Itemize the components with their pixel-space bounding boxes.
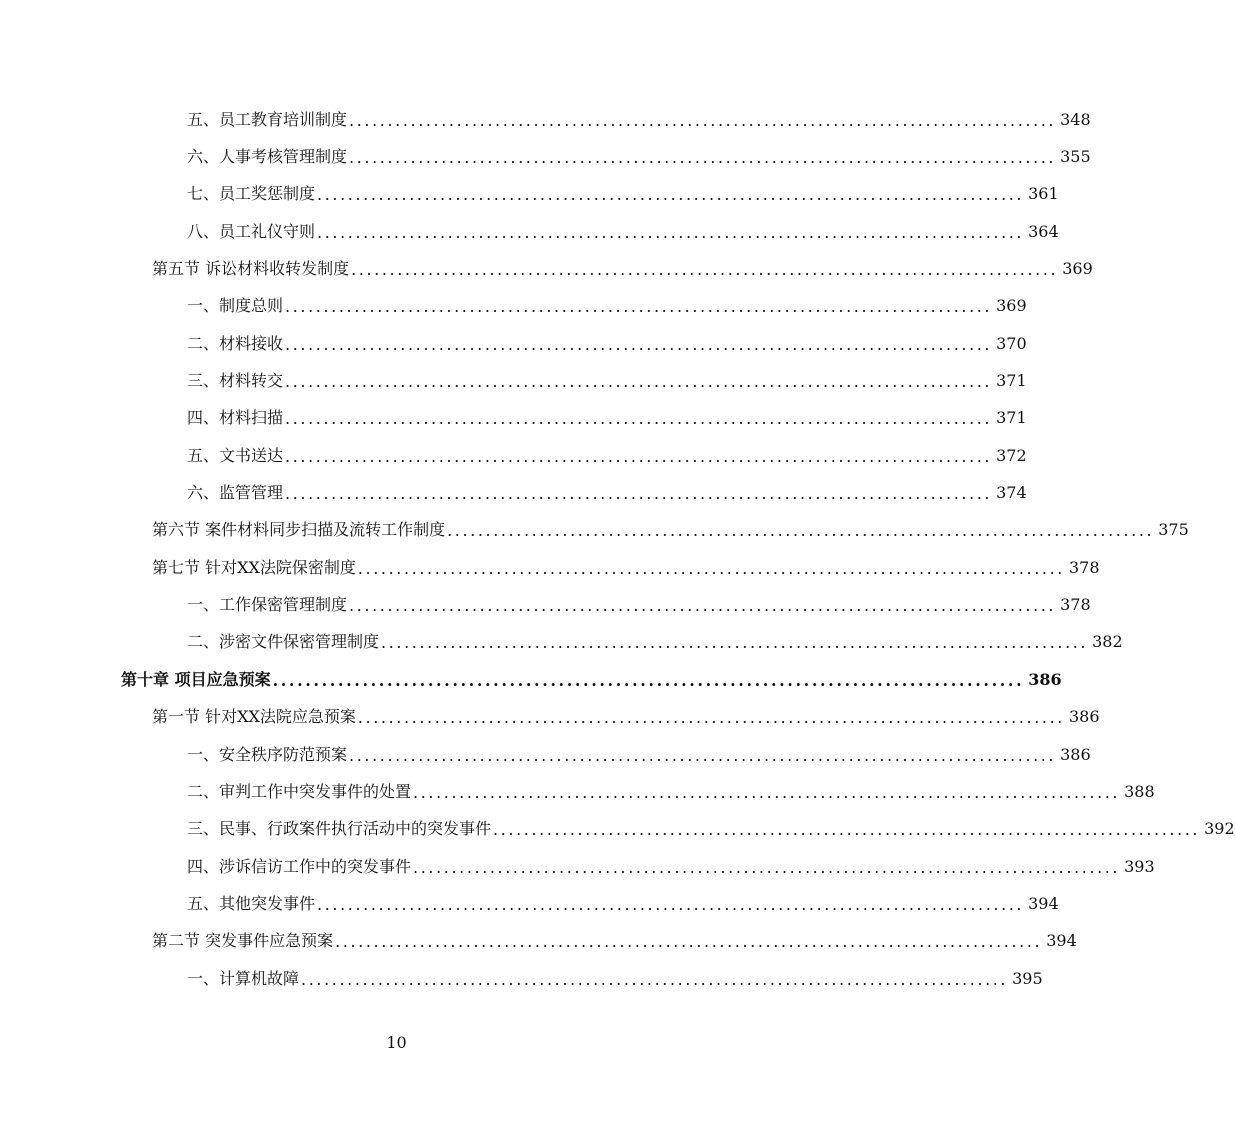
toc-entry-title: 六、监管管理	[187, 483, 284, 503]
toc-entry[interactable]	[0, 960, 1043, 997]
toc-entry-title: 五、其他突发事件	[187, 893, 316, 913]
toc-dot-leader: ............................................................................................	[413, 782, 1121, 802]
toc-dot-leader: ............................................................................................	[285, 372, 993, 392]
toc-entry-page: 361	[1028, 184, 1059, 204]
toc-dot-leader: ............................................................................................	[285, 297, 993, 317]
toc-entry-page: 370	[996, 333, 1027, 353]
toc-entry-page: 374	[996, 483, 1027, 503]
toc-dot-leader: ............................................................................................	[301, 969, 1009, 989]
page-number: 10	[386, 1033, 407, 1052]
toc-entry-title: 五、文书送达	[187, 445, 284, 465]
toc-entry-page: 371	[996, 371, 1027, 391]
toc-entry[interactable]	[0, 325, 1027, 362]
toc-entry-title: 第六节 案件材料同步扫描及流转工作制度	[152, 520, 446, 540]
toc-dot-leader: ............................................................................................	[317, 222, 1025, 242]
toc-entry-title: 第十章 项目应急预案	[121, 669, 271, 689]
toc-dot-leader: ............................................................................................	[285, 334, 993, 354]
toc-dot-leader: ............................................................................................	[285, 484, 993, 504]
toc-entry-title: 一、安全秩序防范预案	[187, 744, 348, 764]
toc-entry-page: 388	[1124, 781, 1155, 801]
toc-entry[interactable]	[0, 474, 1027, 511]
toc-entry[interactable]	[0, 736, 1091, 773]
toc-entry[interactable]	[0, 699, 1100, 736]
toc-entry[interactable]	[0, 250, 1093, 287]
toc-entry[interactable]	[0, 437, 1027, 474]
toc-entry[interactable]	[0, 885, 1059, 922]
toc-entry[interactable]	[0, 176, 1059, 213]
toc-entry-title: 八、员工礼仪守则	[187, 221, 316, 241]
toc-entry-title: 第二节 突发事件应急预案	[152, 931, 334, 951]
toc-entry-page: 394	[1028, 893, 1059, 913]
toc-entry[interactable]	[0, 549, 1100, 586]
toc-dot-leader: ............................................................................................	[272, 670, 1025, 690]
toc-dot-leader: ............................................................................................	[351, 260, 1059, 280]
toc-entry-page: 386	[1068, 707, 1100, 727]
toc-entry-page: 378	[1060, 595, 1091, 615]
toc-entry-title: 六、人事考核管理制度	[187, 147, 348, 167]
toc-entry-title: 三、材料转交	[187, 371, 284, 391]
toc-entry[interactable]	[0, 586, 1091, 623]
toc-entry-page: 348	[1060, 109, 1091, 129]
toc-dot-leader: ............................................................................................	[317, 185, 1025, 205]
toc-chapter-entry[interactable]	[0, 661, 1062, 698]
toc-entry[interactable]	[0, 773, 1155, 810]
toc-entry-title: 一、工作保密管理制度	[187, 595, 348, 615]
toc-entry-page: 382	[1092, 632, 1123, 652]
toc-dot-leader: ............................................................................................	[349, 110, 1057, 130]
toc-dot-leader: ............................................................................................	[357, 708, 1065, 728]
toc-entry-page: 371	[996, 408, 1027, 428]
toc-dot-leader: ............................................................................................	[493, 820, 1201, 840]
toc-entry-title: 二、材料接收	[187, 333, 284, 353]
toc-entry-title: 四、材料扫描	[187, 408, 284, 428]
toc-entry[interactable]	[0, 400, 1027, 437]
toc-dot-leader: ............................................................................................	[413, 857, 1121, 877]
toc-entry[interactable]	[0, 362, 1027, 399]
toc-entry-page: 394	[1046, 931, 1077, 951]
toc-entry-page: 378	[1068, 557, 1100, 577]
toc-entry[interactable]	[0, 512, 1189, 549]
toc-entry-page: 355	[1060, 147, 1091, 167]
toc-entry-title: 一、计算机故障	[187, 968, 300, 988]
toc-entry-title: 第一节 针对XX法院应急预案	[152, 707, 356, 727]
toc-entry-page: 386	[1060, 744, 1091, 764]
toc-dot-leader: ............................................................................................	[335, 932, 1043, 952]
toc-entry-title: 七、员工奖惩制度	[187, 184, 316, 204]
toc-entry-page: 392	[1204, 819, 1235, 839]
toc-entry[interactable]	[0, 848, 1155, 885]
toc-entry-page: 369	[1062, 259, 1093, 279]
toc-entry-title: 二、审判工作中突发事件的处置	[187, 781, 412, 801]
toc-entry-title: 四、涉诉信访工作中的突发事件	[187, 856, 412, 876]
toc-entry[interactable]	[0, 624, 1123, 661]
toc-dot-leader: ............................................................................................	[317, 894, 1025, 914]
toc-entry[interactable]	[0, 213, 1059, 250]
toc-entry[interactable]	[0, 138, 1091, 175]
toc-entry-page: 393	[1124, 856, 1155, 876]
toc-dot-leader: ............................................................................................	[349, 745, 1057, 765]
toc-dot-leader: ............................................................................................	[357, 558, 1065, 578]
toc-entry-page: 364	[1028, 221, 1059, 241]
toc-dot-leader: ............................................................................................	[349, 148, 1057, 168]
toc-entry-page: 395	[1012, 968, 1043, 988]
toc-dot-leader: ............................................................................................	[447, 521, 1155, 541]
toc-entry[interactable]	[0, 923, 1077, 960]
toc-entry-title: 二、涉密文件保密管理制度	[187, 632, 380, 652]
toc-entry-title: 五、员工教育培训制度	[187, 109, 348, 129]
toc-dot-leader: ............................................................................................	[349, 596, 1057, 616]
toc-entry-title: 三、民事、行政案件执行活动中的突发事件	[187, 819, 492, 839]
toc-entry-title: 第五节 诉讼材料收转发制度	[152, 259, 350, 279]
toc-dot-leader: ............................................................................................	[285, 409, 993, 429]
toc-entry-title: 第七节 针对XX法院保密制度	[152, 557, 356, 577]
toc-entry-page: 369	[996, 296, 1027, 316]
toc-entry[interactable]	[0, 811, 1235, 848]
toc-dot-leader: ............................................................................................	[285, 446, 993, 466]
toc-entry[interactable]	[0, 288, 1027, 325]
toc-entry-page: 375	[1158, 520, 1189, 540]
toc-entry-title: 一、制度总则	[187, 296, 284, 316]
toc-entry[interactable]	[0, 101, 1091, 138]
toc-dot-leader: ............................................................................................	[381, 633, 1089, 653]
table-of-contents	[0, 101, 1235, 997]
toc-entry-page: 372	[996, 445, 1027, 465]
toc-entry-page: 386	[1028, 669, 1062, 689]
